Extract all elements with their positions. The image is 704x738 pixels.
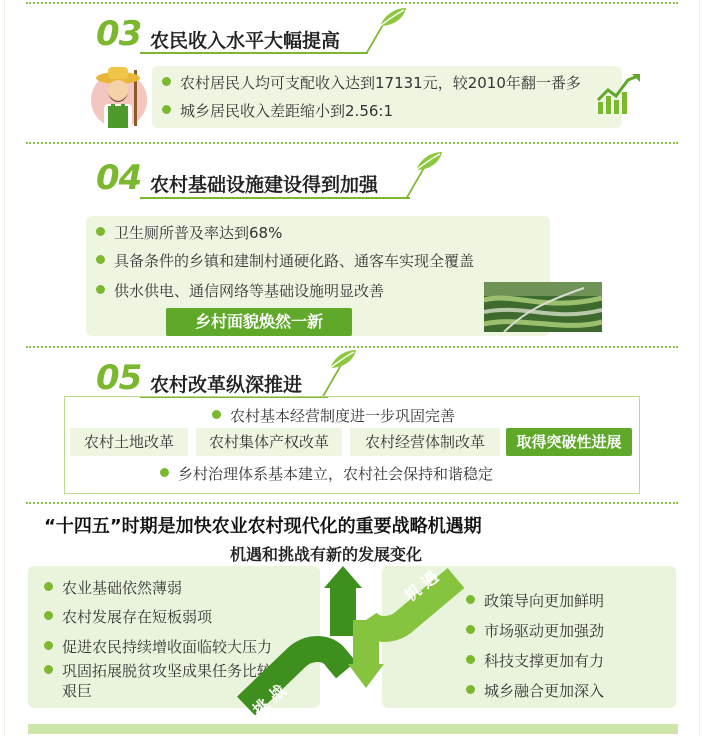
bullet-text: 农村发展存在短板弱项 <box>62 608 213 626</box>
challenge-item <box>44 577 182 598</box>
bullet-text: 卫生厕所普及率达到68% <box>114 224 283 242</box>
bullet-dot <box>44 641 53 650</box>
bullet-dot <box>96 255 105 264</box>
bullet-text: 科技支撑更加有力 <box>484 652 605 670</box>
bullet-text: 乡村治理体系基本建立，农村社会保持和谐稳定 <box>178 465 494 483</box>
plan-headline: “十四五”时期是加快农业农村现代化的重要战略机遇期 <box>44 516 482 537</box>
bullet-dot <box>160 468 169 477</box>
bullet-text: 促进农民持续增收面临较大压力 <box>62 638 273 656</box>
opportunities-label: 机 遇 <box>400 567 443 606</box>
opportunity-item <box>466 620 604 641</box>
bullet-text: 城乡居民收入差距缩小到2.56:1 <box>180 102 393 120</box>
bullet-dot <box>44 582 53 591</box>
bullet-text: 城乡融合更加深入 <box>484 682 605 700</box>
bullet-dot <box>162 77 171 86</box>
section-number: 03 <box>96 14 142 54</box>
reform-chip: 农村土地改革 <box>70 428 188 456</box>
opportunity-item <box>466 650 604 671</box>
result-tag: 乡村面貌焕然一新 <box>166 308 352 336</box>
leaf-icon <box>414 150 444 172</box>
bullet-text: 供水供电、通信网络等基础设施明显改善 <box>114 282 385 300</box>
challenge-item <box>44 606 212 627</box>
challenges-label: 挑 战 <box>249 680 290 720</box>
title-underline <box>140 197 410 199</box>
leaf-icon <box>328 348 358 370</box>
bullet-text: 市场驱动更加强劲 <box>484 622 605 640</box>
highlight-tag: 取得突破性进展 <box>506 428 632 456</box>
challenge-item-continued: 艰巨 <box>62 682 93 700</box>
section-title: 农村改革纵深推进 <box>150 374 303 396</box>
bullet-dot <box>96 285 105 294</box>
opportunity-item <box>466 590 604 611</box>
bullet-item <box>160 463 493 484</box>
section-title: 农村基础设施建设得到加强 <box>150 174 379 196</box>
bullet-text: 农村基本经营制度进一步巩固完善 <box>230 407 456 425</box>
bullet-text: 农村居民人均可支配收入达到17131元，较2010年翻一番多 <box>180 74 581 92</box>
bullet-dot <box>212 410 221 419</box>
divider <box>26 502 678 504</box>
section-number: 05 <box>96 358 142 398</box>
footer-bar <box>28 724 678 734</box>
reform-chip: 农村集体产权改革 <box>196 428 342 456</box>
bullet-item <box>96 280 384 301</box>
divider <box>26 142 678 144</box>
bullet-text: 政策导向更加鲜明 <box>484 592 605 610</box>
section-title: 农民收入水平大幅提高 <box>150 30 341 52</box>
bullet-item <box>212 405 455 426</box>
bullet-dot <box>96 227 105 236</box>
bullet-item <box>162 72 581 93</box>
opportunity-item <box>466 680 604 701</box>
leaf-icon <box>378 6 408 28</box>
bullet-dot <box>162 105 171 114</box>
terraced-road-photo <box>484 282 602 332</box>
bullet-dot <box>44 665 53 674</box>
farmer-icon <box>88 62 150 130</box>
bullet-item <box>162 100 393 121</box>
section-number: 04 <box>96 158 142 198</box>
bullet-text: 农业基础依然薄弱 <box>62 579 183 597</box>
reform-chip: 农村经营体制改革 <box>350 428 500 456</box>
divider <box>26 2 678 4</box>
bullet-item <box>96 250 474 271</box>
title-underline <box>140 52 368 54</box>
bullet-dot <box>44 611 53 620</box>
bullet-text: 具备条件的乡镇和建制村通硬化路、通客车实现全覆盖 <box>114 252 475 270</box>
bullet-item <box>96 222 282 243</box>
plan-subheadline: 机遇和挑战有新的发展变化 <box>230 545 423 564</box>
growth-chart-icon <box>594 72 642 116</box>
bullet-text: 巩固拓展脱贫攻坚成果任务比较 <box>62 662 273 680</box>
